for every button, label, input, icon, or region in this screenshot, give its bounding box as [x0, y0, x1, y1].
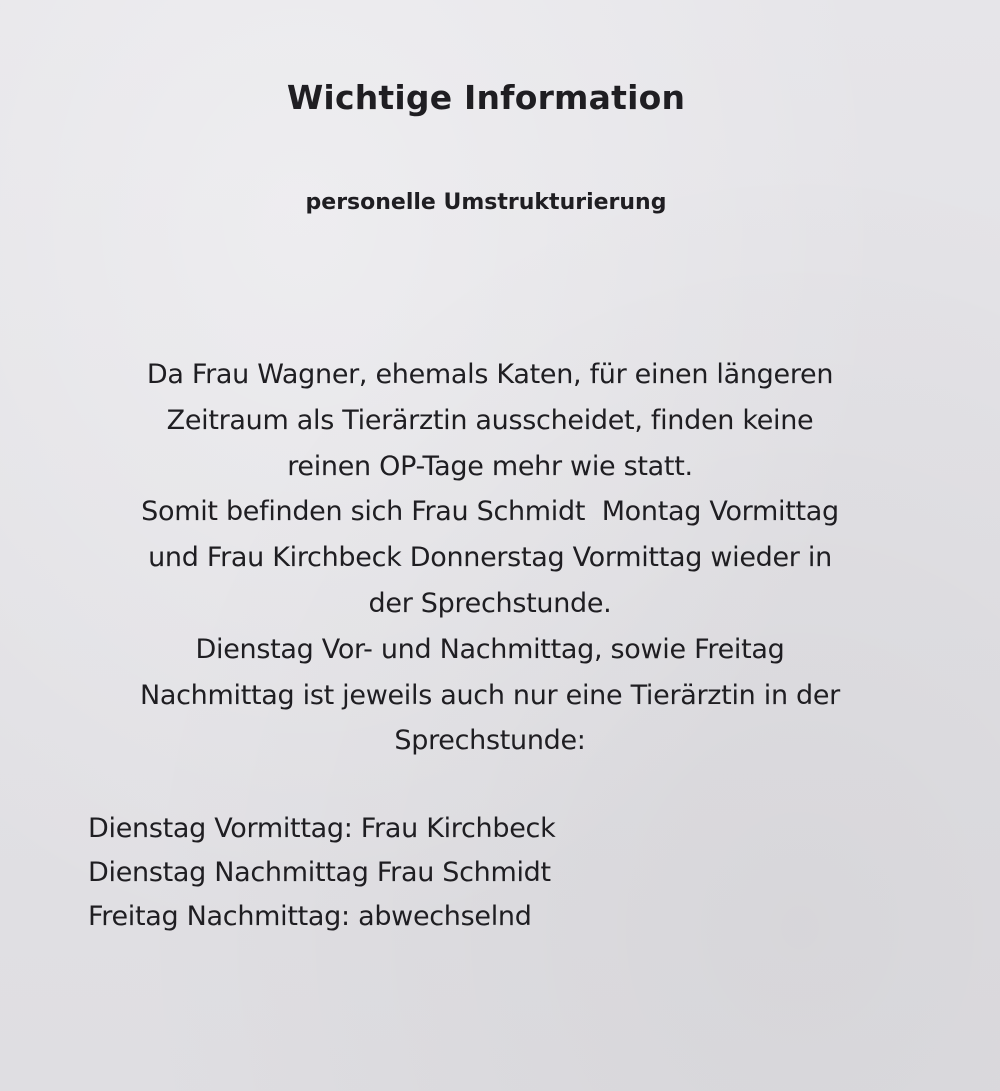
announcement-paragraph	[40, 352, 940, 764]
paragraph-line: Nachmittag ist jeweils auch nur eine Tierärztin in der	[140, 679, 840, 711]
paragraph-line: reinen OP-Tage mehr wie statt.	[287, 450, 693, 482]
paragraph-line: Zeitraum als Tierärztin ausscheidet, finden keine	[166, 404, 814, 436]
paragraph-line: Da Frau Wagner, ehemals Katen, für einen längeren	[146, 359, 834, 390]
paragraph-line: Sprechstunde:	[394, 725, 586, 757]
schedule-item: Dienstag Nachmittag Frau Schmidt	[88, 857, 551, 888]
paragraph-line: und Frau Kirchbeck Donnerstag Vormittag wieder in	[148, 542, 832, 574]
paragraph-line: Dienstag Vor- und Nachmittag, sowie Freitag	[195, 633, 785, 665]
paragraph-line: der Sprechstunde.	[368, 587, 612, 619]
schedule-item: Freitag Nachmittag: abwechselnd	[88, 901, 532, 932]
schedule-list	[88, 807, 888, 939]
document-subtitle: personelle Umstrukturierung	[305, 190, 667, 215]
schedule-item: Dienstag Vormittag: Frau Kirchbeck	[88, 813, 556, 844]
document-title: Wichtige Information	[286, 78, 686, 117]
paragraph-line: Somit befinden sich Frau Schmidt Montag Vormittag	[141, 496, 839, 528]
